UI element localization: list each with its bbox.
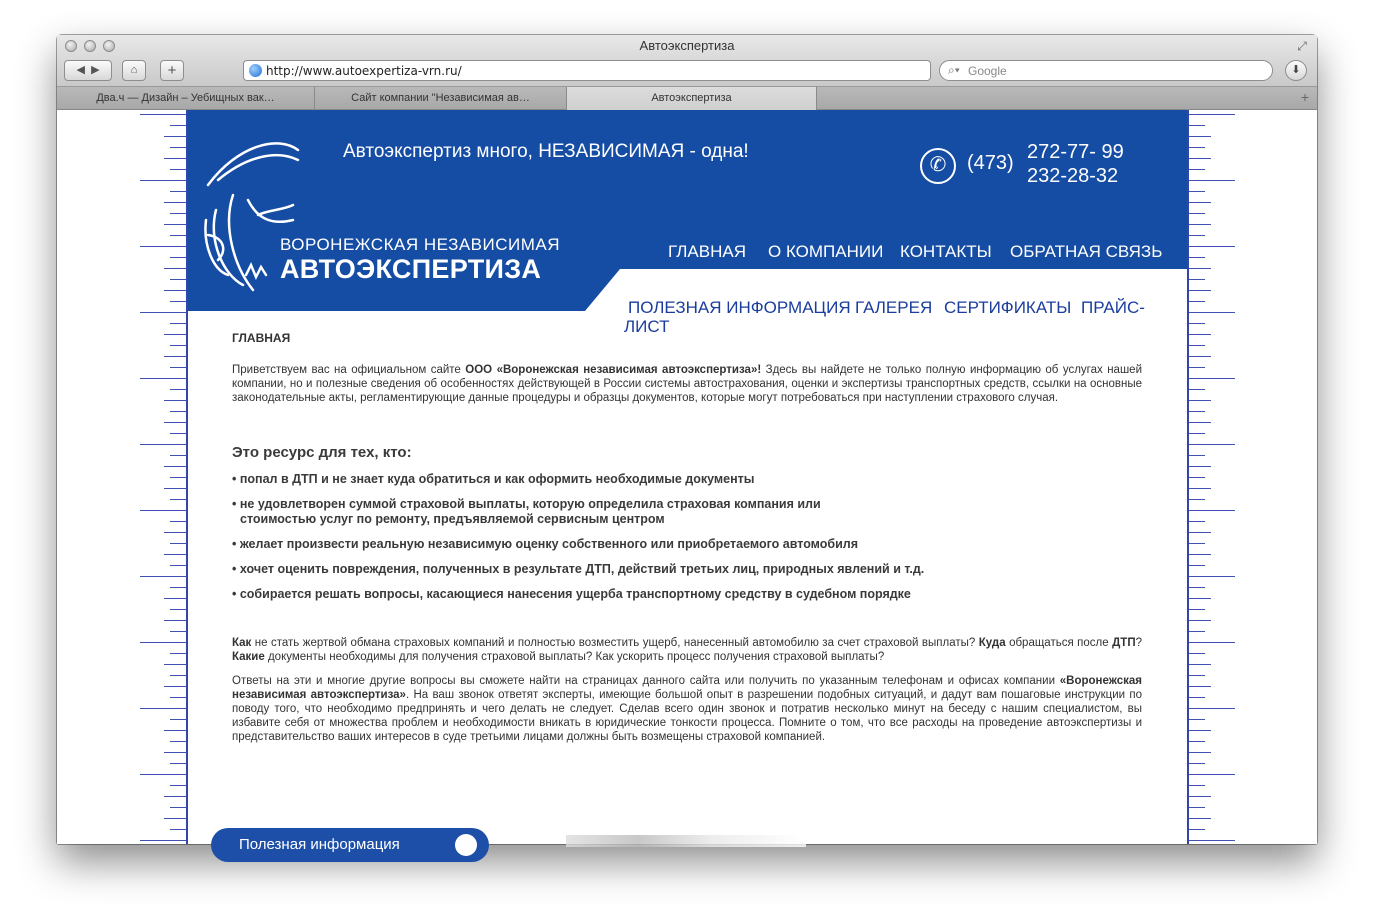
- add-bookmark-button[interactable]: [160, 60, 184, 81]
- company-name-quoted: «Воронежская независимая автоэкспертиза»: [232, 675, 1142, 701]
- intro-text: Приветствуем вас на официальном сайте: [232, 364, 466, 376]
- tab-dvach[interactable]: Два.ч — Дизайн – Уебищных вак…: [57, 87, 315, 110]
- ruler-tick: [1189, 807, 1205, 808]
- ruler-tick: [170, 785, 186, 786]
- ruler-tick: [1189, 587, 1205, 588]
- ruler-tick: [170, 543, 186, 544]
- bullet-item: • собирается решать вопросы, касающиеся нанесения ущерба транспортному средству в судебном порядке: [232, 587, 911, 601]
- intro-text-rest: Здесь вы найдете не только полную информацию об услугах нашей компании, но и полезные сведения об особенностях действующей в России системы автострахования, оценки и экспертизы транспортных средств, ссылки на основные законодательные акты, регламентирующие данные процедуры и образцы документов, которые могут потребоваться при наступлении страхового случая.: [232, 364, 1142, 404]
- ruler-tick: [1189, 730, 1211, 731]
- ruler-tick: [1189, 323, 1205, 324]
- ruler-tick: [164, 818, 186, 819]
- ruler-tick: [170, 345, 186, 346]
- ruler-tick: [1189, 224, 1211, 225]
- ruler-tick: [1189, 444, 1235, 445]
- ruler-tick: [1189, 356, 1211, 357]
- nav-feedback[interactable]: ОБРАТНАЯ СВЯЗЬ: [1010, 242, 1163, 261]
- home-button[interactable]: [122, 60, 146, 81]
- web-viewport: [57, 110, 1317, 853]
- ruler-tick: [1189, 279, 1205, 280]
- answer-text-rest: . На ваш звонок ответят эксперты, имеющие большой опыт в разрешении подобных ситуаций, и дадут вам пошаговые инструкции по поводу того, что необходимо предпринять и чего делать не следует. Сделав всего один звонок и потратив несколько минут на беседу с нашим специалистом, вы избавите себя от множества проблем и необходимости вникать в юридические тонкости процесса. Помните о том, что все расходы на проведение автоэкспертизы и представительство ваших интересов в суде третьими лицами должны быть возмещены страховой компанией.: [232, 689, 1143, 743]
- ruler-tick: [1189, 125, 1205, 126]
- search-placeholder: Google: [968, 64, 1007, 78]
- ruler-tick: [1189, 433, 1205, 434]
- ruler-tick: [1189, 642, 1235, 643]
- ruler-tick: [140, 378, 186, 379]
- ruler-tick: [1189, 796, 1211, 797]
- audience-heading: Это ресурс для тех, кто:: [232, 444, 412, 461]
- tab-bar: [57, 87, 1317, 110]
- ruler-tick: [140, 576, 186, 577]
- tab-company-site[interactable]: Сайт компании "Независимая ав…: [315, 87, 567, 110]
- ruler-tick: [1189, 411, 1205, 412]
- ruler-tick: [1189, 532, 1211, 533]
- ruler-tick: [1189, 675, 1205, 676]
- ruler-tick: [164, 488, 186, 489]
- slogan: Автоэкспертиз много, НЕЗАВИСИМАЯ - одна!: [343, 141, 749, 162]
- ruler-tick: [140, 246, 186, 247]
- ruler-tick: [1189, 191, 1205, 192]
- phone-icon: ✆: [920, 148, 956, 184]
- ruler-tick: [1189, 664, 1211, 665]
- q-text: ?: [1135, 637, 1142, 649]
- ruler-tick: [1189, 719, 1205, 720]
- ruler-tick: [170, 235, 186, 236]
- new-tab-icon[interactable]: +: [1300, 89, 1309, 105]
- ruler-tick: [140, 114, 186, 115]
- ruler-tick: [1189, 609, 1205, 610]
- bullet-item: • хочет оценить повреждения, полученных в результате ДТП, действий третьих лиц, природных явлений и т.д.: [232, 562, 925, 576]
- window-title: Автоэкспертиза: [639, 38, 735, 53]
- ruler-tick: [1189, 345, 1205, 346]
- ruler-tick: [1189, 268, 1211, 269]
- ruler-tick: [170, 741, 186, 742]
- phone-number-2: 232-28-32: [1027, 165, 1119, 187]
- ruler-tick: [170, 301, 186, 302]
- ruler-tick: [170, 631, 186, 632]
- nav-home[interactable]: ГЛАВНАЯ: [668, 242, 746, 261]
- ruler-tick: [170, 653, 186, 654]
- ruler-tick: [164, 554, 186, 555]
- nav-certificates[interactable]: СЕРТИФИКАТЫ: [944, 298, 1072, 317]
- ruler-tick: [170, 257, 186, 258]
- q-bold: Как: [232, 637, 252, 649]
- ruler-tick: [164, 664, 186, 665]
- plus-icon: +: [167, 62, 177, 79]
- ruler-tick: [170, 499, 186, 500]
- q-bold: Какие: [232, 651, 265, 663]
- company-name: ООО «Воронежская независимая автоэкспертиза»!: [465, 364, 762, 376]
- ruler-tick: [140, 510, 186, 511]
- browser-window: [57, 35, 1317, 853]
- ruler-tick: [1189, 741, 1205, 742]
- main-content: [232, 326, 1142, 744]
- home-icon: ⌂: [130, 64, 138, 76]
- ruler-tick: [164, 598, 186, 599]
- tab-autoexpertiza[interactable]: Автоэкспертиза: [567, 87, 817, 110]
- address-bar[interactable]: [243, 60, 931, 81]
- useful-info-button[interactable]: [211, 828, 489, 862]
- car-thumbnail-image: [566, 835, 806, 847]
- ruler-tick: [140, 444, 186, 445]
- nav-gallery[interactable]: ГАЛЕРЕЯ: [855, 298, 933, 317]
- ruler-tick: [1189, 598, 1211, 599]
- ruler-tick: [170, 609, 186, 610]
- nav-pricelist[interactable]: ПРАЙС-: [1081, 298, 1145, 317]
- ruler-tick: [164, 686, 186, 687]
- logo-title: АВТОЭКСПЕРТИЗА: [280, 254, 542, 284]
- ruler-tick: [1189, 422, 1211, 423]
- ruler-tick: [164, 730, 186, 731]
- ruler-tick: [1189, 246, 1235, 247]
- ruler-tick: [170, 763, 186, 764]
- ruler-tick: [170, 433, 186, 434]
- q-text: не стать жертвой обмана страховых компаний и полностью возместить ущерб, нанесенный автомобилю за счет страховой выплаты?: [251, 637, 979, 649]
- ruler-tick: [170, 587, 186, 588]
- ruler-tick: [164, 356, 186, 357]
- ruler-tick: [1189, 389, 1205, 390]
- ruler-tick: [1189, 180, 1235, 181]
- ruler-tick: [170, 807, 186, 808]
- ruler-tick: [1189, 466, 1211, 467]
- page-title: ГЛАВНАЯ: [232, 331, 291, 345]
- downloads-button[interactable]: [1285, 60, 1307, 81]
- ruler-tick: [1189, 708, 1235, 709]
- ruler-tick: [1189, 829, 1205, 830]
- globe-icon: [249, 64, 262, 77]
- phone-number-1: 272-77- 99: [1027, 141, 1124, 163]
- ruler-tick: [164, 532, 186, 533]
- ruler-tick: [1189, 565, 1205, 566]
- forward-icon[interactable]: ▶: [91, 64, 100, 76]
- useful-info-label: Полезная информация: [239, 836, 400, 853]
- ruler-tick: [170, 323, 186, 324]
- ruler-tick: [164, 268, 186, 269]
- ruler-tick: [1189, 312, 1235, 313]
- ruler-tick: [1189, 488, 1211, 489]
- ruler-tick: [164, 290, 186, 291]
- ruler-tick: [1189, 543, 1205, 544]
- ruler-tick: [170, 389, 186, 390]
- ruler-tick: [164, 400, 186, 401]
- ruler-tick: [170, 565, 186, 566]
- q-text: документы необходимы для получения страховой выплаты? Как ускорить процесс получения страховой выплаты?: [264, 651, 885, 663]
- questions-paragraph: [232, 636, 1142, 664]
- ruler-tick: [1189, 653, 1205, 654]
- ruler-tick: [1189, 334, 1211, 335]
- ruler-tick: [164, 796, 186, 797]
- ruler-tick: [170, 829, 186, 830]
- ruler-tick: [170, 147, 186, 148]
- ruler-tick: [164, 334, 186, 335]
- q-bold: ДТП: [1112, 637, 1136, 649]
- ruler-tick: [1189, 774, 1235, 775]
- nav-pricelist-cont[interactable]: ЛИСТ: [624, 317, 670, 336]
- ruler-tick: [170, 169, 186, 170]
- title-bar: [57, 35, 1317, 87]
- ruler-tick: [1189, 763, 1205, 764]
- ruler-tick: [164, 202, 186, 203]
- url-text[interactable]: http://www.autoexpertiza-vrn.ru/: [266, 64, 462, 78]
- ruler-tick: [1189, 301, 1205, 302]
- ruler-tick: [140, 312, 186, 313]
- ruler-tick: [1189, 477, 1205, 478]
- ruler-tick: [170, 279, 186, 280]
- ruler-tick: [1189, 620, 1211, 621]
- bullet-item: • не удовлетворен суммой страховой выплаты, которую определила страховая компания или: [232, 497, 821, 511]
- nav-contacts[interactable]: КОНТАКТЫ: [900, 242, 992, 261]
- ruler-tick: [170, 367, 186, 368]
- ruler-decoration-right: [1187, 110, 1235, 844]
- ruler-tick: [170, 477, 186, 478]
- circle-icon: [455, 834, 477, 856]
- ruler-tick: [1189, 213, 1205, 214]
- ruler-tick: [1189, 818, 1211, 819]
- nav-useful-info[interactable]: ПОЛЕЗНАЯ ИНФОРМАЦИЯ: [628, 298, 851, 317]
- ruler-tick: [140, 708, 186, 709]
- intro-paragraph: [232, 363, 1142, 405]
- ruler-tick: [164, 422, 186, 423]
- back-forward-buttons[interactable]: [64, 60, 112, 81]
- ruler-tick: [1189, 400, 1211, 401]
- ruler-tick: [170, 719, 186, 720]
- ruler-tick: [1189, 378, 1235, 379]
- ruler-tick: [1189, 697, 1205, 698]
- ruler-tick: [164, 620, 186, 621]
- ruler-tick: [164, 224, 186, 225]
- q-bold: Куда: [978, 637, 1006, 649]
- ruler-tick: [1189, 686, 1211, 687]
- ruler-tick: [140, 180, 186, 181]
- nav-about[interactable]: О КОМПАНИИ: [768, 242, 884, 261]
- search-field[interactable]: [939, 60, 1273, 81]
- ruler-tick: [170, 675, 186, 676]
- ruler-tick: [170, 697, 186, 698]
- ruler-tick: [1189, 752, 1211, 753]
- search-icon: ⌕▾: [948, 63, 960, 77]
- download-icon: ⬇: [1291, 64, 1301, 76]
- ruler-tick: [170, 213, 186, 214]
- ruler-tick: [1189, 631, 1205, 632]
- ruler-tick: [140, 774, 186, 775]
- fullscreen-icon[interactable]: ⤢: [1297, 39, 1307, 53]
- ruler-tick: [164, 752, 186, 753]
- bullet-item: • попал в ДТП и не знает куда обратиться и как оформить необходимые документы: [232, 472, 755, 486]
- ruler-tick: [1189, 367, 1205, 368]
- ruler-tick: [170, 455, 186, 456]
- ruler-tick: [164, 158, 186, 159]
- ruler-tick: [1189, 455, 1205, 456]
- ruler-tick: [1189, 235, 1205, 236]
- bullet-item-continuation: стоимостью услуг по ремонту, предъявляемой сервисным центром: [240, 512, 665, 526]
- ruler-tick: [1189, 147, 1205, 148]
- ruler-tick: [1189, 521, 1205, 522]
- answer-text: Ответы на эти и многие другие вопросы вы сможете найти на страницах данного сайта или получить по указанным телефонам и офисах компании: [232, 675, 1060, 687]
- ruler-tick: [1189, 136, 1211, 137]
- answers-paragraph: [232, 674, 1142, 744]
- ruler-tick: [170, 521, 186, 522]
- ruler-tick: [164, 466, 186, 467]
- ruler-tick: [1189, 499, 1205, 500]
- back-icon[interactable]: ◀: [76, 64, 85, 76]
- ruler-tick: [1189, 576, 1235, 577]
- bullet-item: • желает произвести реальную независимую оценку собственного или приобретаемого автомобиля: [232, 537, 859, 551]
- ruler-tick: [1189, 114, 1235, 115]
- ruler-decoration-left: [140, 110, 188, 844]
- logo-subtitle: ВОРОНЕЖСКАЯ НЕЗАВИСИМАЯ: [280, 235, 561, 254]
- ruler-tick: [1189, 169, 1205, 170]
- ruler-tick: [1189, 202, 1211, 203]
- q-text: обращаться после: [1005, 637, 1113, 649]
- ruler-tick: [1189, 840, 1235, 841]
- ruler-tick: [170, 125, 186, 126]
- site-page: [188, 110, 1187, 853]
- ruler-tick: [1189, 290, 1211, 291]
- ruler-tick: [1189, 554, 1211, 555]
- ruler-tick: [1189, 158, 1211, 159]
- phone-code: (473): [967, 152, 1014, 174]
- ruler-tick: [1189, 257, 1205, 258]
- ruler-tick: [170, 191, 186, 192]
- ruler-tick: [1189, 510, 1235, 511]
- ruler-tick: [164, 136, 186, 137]
- ruler-tick: [140, 642, 186, 643]
- ruler-tick: [170, 411, 186, 412]
- ruler-tick: [140, 840, 186, 841]
- ruler-tick: [1189, 785, 1205, 786]
